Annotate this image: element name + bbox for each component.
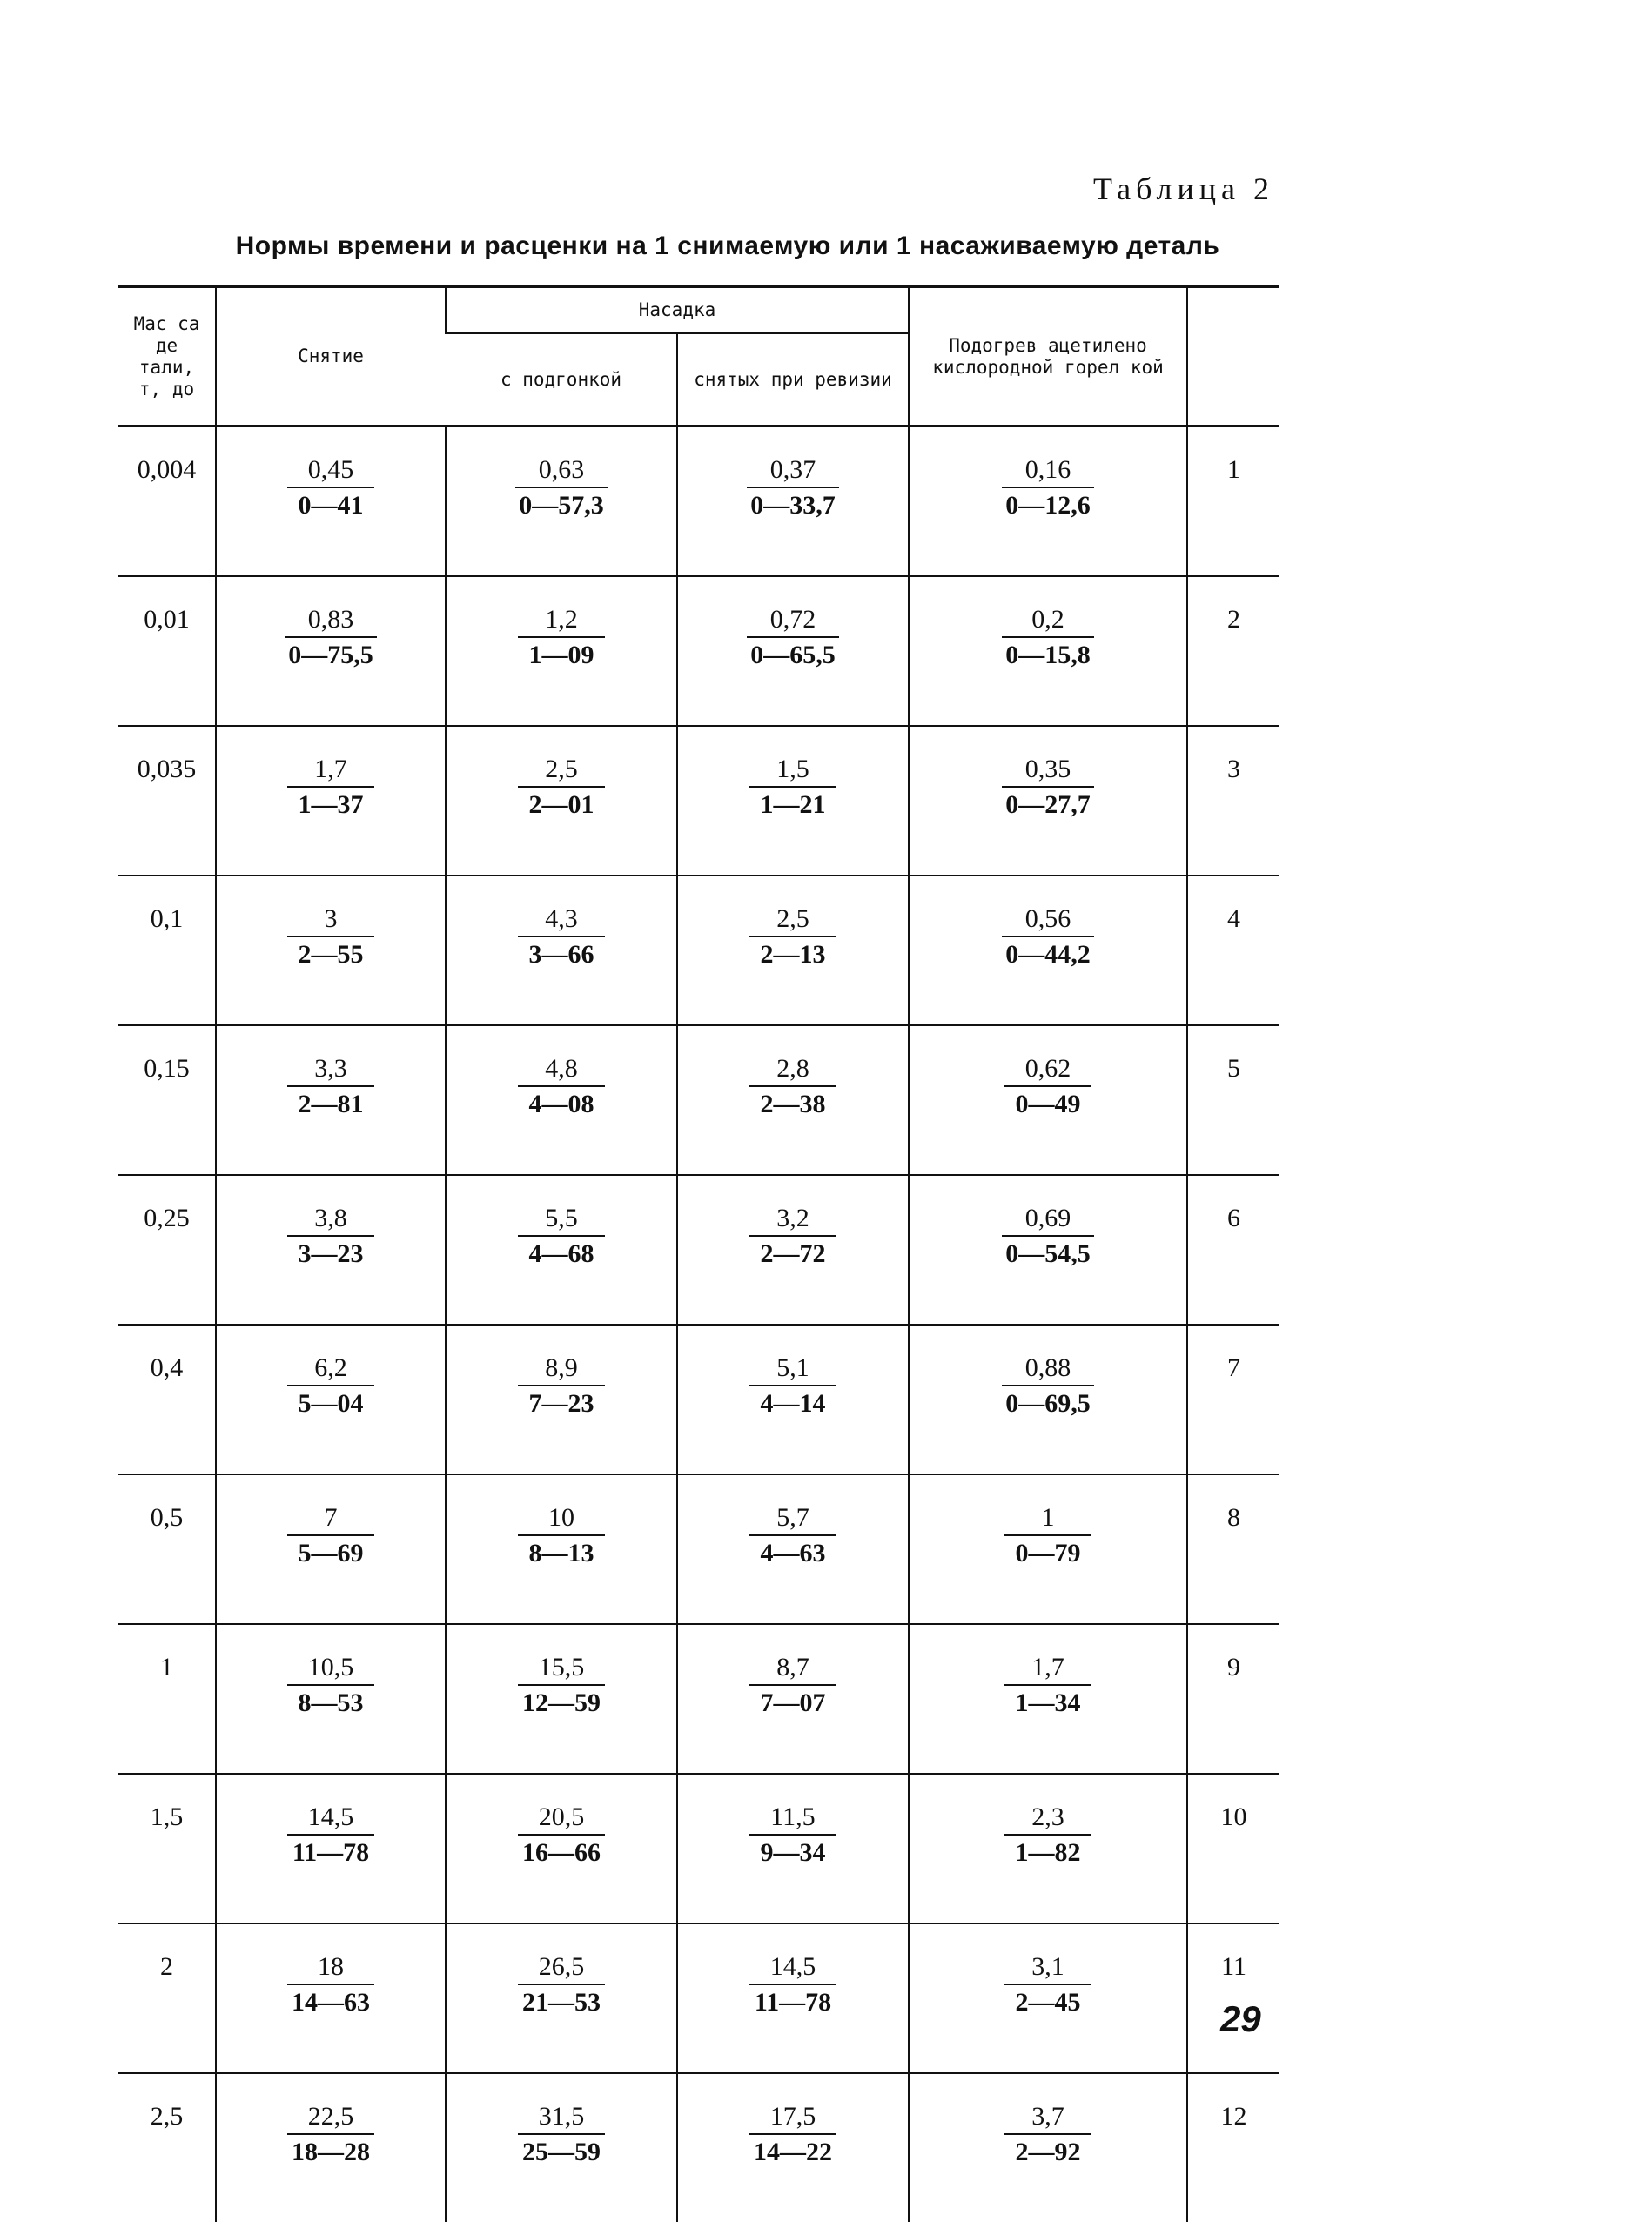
rate-value: 14—63 <box>287 1985 374 2020</box>
fraction <box>749 753 836 822</box>
rate-value: 0—65,5 <box>747 638 839 673</box>
fraction <box>287 1651 374 1721</box>
heating-cell <box>909 1325 1187 1474</box>
rate-value: 1—21 <box>749 788 836 822</box>
rate-value: 0—15,8 <box>1002 638 1094 673</box>
rate-value: 0—44,2 <box>1002 937 1094 972</box>
fitting-revision-cell <box>677 1175 909 1325</box>
mass-cell: 1,5 <box>118 1774 216 1923</box>
fraction <box>518 753 605 822</box>
removal-cell <box>216 726 446 876</box>
fraction <box>749 1352 836 1421</box>
rate-value: 4—63 <box>749 1536 836 1571</box>
fraction <box>285 603 377 673</box>
time-norm: 0,83 <box>285 603 377 638</box>
time-norm: 0,45 <box>287 453 374 488</box>
fraction <box>287 753 374 822</box>
fraction <box>287 1052 374 1122</box>
time-norm: 1,7 <box>287 753 374 788</box>
rate-value: 16—66 <box>518 1836 605 1870</box>
mass-cell: 2,5 <box>118 2073 216 2222</box>
fraction <box>1002 1202 1094 1272</box>
time-norm: 0,88 <box>1002 1352 1094 1386</box>
mass-cell: 0,004 <box>118 426 216 577</box>
time-norm: 8,7 <box>749 1651 836 1686</box>
time-norm: 0,2 <box>1002 603 1094 638</box>
fitting-revision-cell <box>677 726 909 876</box>
rate-value: 2—81 <box>287 1087 374 1122</box>
rate-value: 0—54,5 <box>1002 1237 1094 1272</box>
time-norm: 14,5 <box>749 1950 836 1985</box>
heating-cell <box>909 1175 1187 1325</box>
fraction <box>287 903 374 972</box>
table-body <box>118 426 1279 2222</box>
mass-cell: 0,5 <box>118 1474 216 1624</box>
time-norm: 2,5 <box>749 903 836 937</box>
rate-value: 0—69,5 <box>1002 1386 1094 1421</box>
rate-value: 7—07 <box>749 1686 836 1721</box>
heating-cell <box>909 576 1187 726</box>
table-row <box>118 576 1279 726</box>
fraction <box>1002 603 1094 673</box>
rate-value: 0—27,7 <box>1002 788 1094 822</box>
time-norm: 1,7 <box>1004 1651 1091 1686</box>
fraction <box>1002 453 1094 523</box>
removal-cell <box>216 1025 446 1175</box>
fraction <box>1004 1501 1091 1571</box>
rate-value: 0—41 <box>287 488 374 523</box>
row-number: 8 <box>1187 1474 1279 1624</box>
page-number: 29 <box>1220 1998 1261 2040</box>
fitting-adjust-cell <box>446 1624 677 1774</box>
rate-value: 4—68 <box>518 1237 605 1272</box>
time-norm: 5,5 <box>518 1202 605 1237</box>
time-norm: 26,5 <box>518 1950 605 1985</box>
rate-value: 11—78 <box>287 1836 374 1870</box>
time-norm: 3,1 <box>1004 1950 1091 1985</box>
fraction <box>747 453 839 523</box>
fraction <box>287 2100 374 2170</box>
fitting-revision-cell <box>677 1624 909 1774</box>
fraction <box>749 1202 836 1272</box>
fraction <box>1004 2100 1091 2170</box>
fraction <box>1002 753 1094 822</box>
fitting-adjust-cell <box>446 1025 677 1175</box>
removal-cell <box>216 576 446 726</box>
time-norm: 0,62 <box>1004 1052 1091 1087</box>
row-number: 6 <box>1187 1175 1279 1325</box>
removal-cell <box>216 1774 446 1923</box>
row-number: 9 <box>1187 1624 1279 1774</box>
rate-value: 1—09 <box>518 638 605 673</box>
fitting-revision-cell <box>677 2073 909 2222</box>
time-norm: 3,7 <box>1004 2100 1091 2135</box>
rate-value: 0—79 <box>1004 1536 1091 1571</box>
heating-cell <box>909 426 1187 577</box>
fraction <box>287 1202 374 1272</box>
time-norm: 5,1 <box>749 1352 836 1386</box>
rate-value: 21—53 <box>518 1985 605 2020</box>
time-norm: 3,8 <box>287 1202 374 1237</box>
rate-value: 9—34 <box>749 1836 836 1870</box>
rate-value: 14—22 <box>749 2135 836 2170</box>
fraction <box>749 2100 836 2170</box>
fitting-revision-cell <box>677 1774 909 1923</box>
time-norm: 4,8 <box>518 1052 605 1087</box>
header-fitting-revision: снятых при ревизии <box>677 333 909 426</box>
header-mass: Мас са де тали, т, до <box>118 287 216 426</box>
fraction <box>518 903 605 972</box>
row-number: 1 <box>1187 426 1279 577</box>
time-norm: 7 <box>287 1501 374 1536</box>
fraction <box>747 603 839 673</box>
fraction <box>1004 1950 1091 2020</box>
fitting-revision-cell <box>677 576 909 726</box>
heating-cell <box>909 876 1187 1025</box>
table-row <box>118 426 1279 577</box>
header-fitting-adjust: с подгонкой <box>446 333 677 426</box>
time-norm: 4,3 <box>518 903 605 937</box>
time-norm: 0,37 <box>747 453 839 488</box>
table-caption: Таблица 2 <box>1093 171 1274 207</box>
row-number: 10 <box>1187 1774 1279 1923</box>
mass-cell: 0,1 <box>118 876 216 1025</box>
rate-value: 5—04 <box>287 1386 374 1421</box>
removal-cell <box>216 1474 446 1624</box>
fraction <box>518 1801 605 1870</box>
time-norm: 1 <box>1004 1501 1091 1536</box>
row-number: 12 <box>1187 2073 1279 2222</box>
rate-value: 2—01 <box>518 788 605 822</box>
heating-cell <box>909 1474 1187 1624</box>
fraction <box>287 1352 374 1421</box>
fraction <box>518 1651 605 1721</box>
time-norm: 5,7 <box>749 1501 836 1536</box>
heating-cell <box>909 2073 1187 2222</box>
fitting-adjust-cell <box>446 1923 677 2073</box>
table-row <box>118 2073 1279 2222</box>
table-row <box>118 1774 1279 1923</box>
table-row <box>118 1025 1279 1175</box>
table-row <box>118 1175 1279 1325</box>
time-norm: 3 <box>287 903 374 937</box>
time-norm: 1,5 <box>749 753 836 788</box>
header-fitting-group: Насадка <box>446 287 909 333</box>
rate-value: 1—82 <box>1004 1836 1091 1870</box>
fitting-adjust-cell <box>446 1175 677 1325</box>
time-norm: 10,5 <box>287 1651 374 1686</box>
rate-value: 2—38 <box>749 1087 836 1122</box>
removal-cell <box>216 1175 446 1325</box>
time-norm: 0,72 <box>747 603 839 638</box>
fitting-adjust-cell <box>446 426 677 577</box>
table-row <box>118 1325 1279 1474</box>
time-norm: 8,9 <box>518 1352 605 1386</box>
fraction <box>518 2100 605 2170</box>
row-number: 2 <box>1187 576 1279 726</box>
row-number: 3 <box>1187 726 1279 876</box>
time-norm: 0,16 <box>1002 453 1094 488</box>
rate-value: 1—37 <box>287 788 374 822</box>
fraction <box>518 1950 605 2020</box>
table-row <box>118 1624 1279 1774</box>
mass-cell: 0,25 <box>118 1175 216 1325</box>
rate-value: 3—66 <box>518 937 605 972</box>
time-norm: 2,8 <box>749 1052 836 1087</box>
removal-cell <box>216 2073 446 2222</box>
time-norm: 3,3 <box>287 1052 374 1087</box>
rate-value: 0—49 <box>1004 1087 1091 1122</box>
time-norm: 22,5 <box>287 2100 374 2135</box>
time-norm: 17,5 <box>749 2100 836 2135</box>
fraction <box>515 453 608 523</box>
fraction <box>749 1950 836 2020</box>
time-norm: 10 <box>518 1501 605 1536</box>
removal-cell <box>216 426 446 577</box>
rate-value: 0—33,7 <box>747 488 839 523</box>
time-norm: 1,2 <box>518 603 605 638</box>
rate-value: 2—13 <box>749 937 836 972</box>
fitting-adjust-cell <box>446 726 677 876</box>
fraction <box>518 1501 605 1571</box>
removal-cell <box>216 1624 446 1774</box>
fraction <box>287 1501 374 1571</box>
row-number: 5 <box>1187 1025 1279 1175</box>
fraction <box>287 1950 374 2020</box>
heating-cell <box>909 1774 1187 1923</box>
removal-cell <box>216 1923 446 2073</box>
time-norm: 31,5 <box>518 2100 605 2135</box>
time-norm: 0,56 <box>1002 903 1094 937</box>
rate-value: 8—13 <box>518 1536 605 1571</box>
rate-value: 12—59 <box>518 1686 605 1721</box>
norms-table <box>118 285 1279 2222</box>
heating-cell <box>909 1025 1187 1175</box>
table-row <box>118 876 1279 1025</box>
heating-cell <box>909 726 1187 876</box>
header-heating: Подогрев ацетилено кислородной горел кой <box>909 287 1187 426</box>
row-number: 11 <box>1187 1923 1279 2073</box>
fitting-adjust-cell <box>446 1774 677 1923</box>
rate-value: 1—34 <box>1004 1686 1091 1721</box>
fraction <box>749 1501 836 1571</box>
fraction <box>749 1052 836 1122</box>
fraction <box>1002 903 1094 972</box>
rate-value: 7—23 <box>518 1386 605 1421</box>
table-row <box>118 726 1279 876</box>
row-number: 4 <box>1187 876 1279 1025</box>
removal-cell <box>216 876 446 1025</box>
time-norm: 0,69 <box>1002 1202 1094 1237</box>
fitting-revision-cell <box>677 876 909 1025</box>
fraction <box>287 1801 374 1870</box>
rate-value: 8—53 <box>287 1686 374 1721</box>
fraction <box>518 603 605 673</box>
table-header <box>118 287 1279 426</box>
fraction <box>749 1651 836 1721</box>
heating-cell <box>909 1624 1187 1774</box>
fitting-revision-cell <box>677 1325 909 1474</box>
fitting-adjust-cell <box>446 1325 677 1474</box>
time-norm: 11,5 <box>749 1801 836 1836</box>
heating-cell <box>909 1923 1187 2073</box>
fitting-adjust-cell <box>446 1474 677 1624</box>
rate-value: 11—78 <box>749 1985 836 2020</box>
time-norm: 2,3 <box>1004 1801 1091 1836</box>
mass-cell: 0,01 <box>118 576 216 726</box>
table-title: Нормы времени и расценки на 1 снимаемую или 1 насаживаемую деталь <box>179 232 1276 261</box>
rate-value: 3—23 <box>287 1237 374 1272</box>
time-norm: 0,35 <box>1002 753 1094 788</box>
time-norm: 20,5 <box>518 1801 605 1836</box>
fraction <box>1004 1801 1091 1870</box>
fraction <box>1002 1352 1094 1421</box>
fitting-revision-cell <box>677 1025 909 1175</box>
rate-value: 4—08 <box>518 1087 605 1122</box>
fraction <box>749 1801 836 1870</box>
fitting-revision-cell <box>677 1474 909 1624</box>
fraction <box>518 1352 605 1421</box>
header-removal: Снятие <box>216 287 446 426</box>
fitting-adjust-cell <box>446 576 677 726</box>
rate-value: 0—12,6 <box>1002 488 1094 523</box>
time-norm: 0,63 <box>515 453 608 488</box>
fitting-adjust-cell <box>446 2073 677 2222</box>
mass-cell: 2 <box>118 1923 216 2073</box>
time-norm: 18 <box>287 1950 374 1985</box>
time-norm: 3,2 <box>749 1202 836 1237</box>
rate-value: 4—14 <box>749 1386 836 1421</box>
rate-value: 0—57,3 <box>515 488 608 523</box>
mass-cell: 1 <box>118 1624 216 1774</box>
rate-value: 5—69 <box>287 1536 374 1571</box>
time-norm: 15,5 <box>518 1651 605 1686</box>
rate-value: 2—72 <box>749 1237 836 1272</box>
fraction <box>518 1052 605 1122</box>
fraction <box>518 1202 605 1272</box>
rate-value: 25—59 <box>518 2135 605 2170</box>
row-number: 7 <box>1187 1325 1279 1474</box>
fraction <box>1004 1651 1091 1721</box>
fitting-adjust-cell <box>446 876 677 1025</box>
mass-cell: 0,4 <box>118 1325 216 1474</box>
fitting-revision-cell <box>677 1923 909 2073</box>
removal-cell <box>216 1325 446 1474</box>
fraction <box>749 903 836 972</box>
mass-cell: 0,035 <box>118 726 216 876</box>
rate-value: 18—28 <box>287 2135 374 2170</box>
time-norm: 2,5 <box>518 753 605 788</box>
time-norm: 6,2 <box>287 1352 374 1386</box>
time-norm: 14,5 <box>287 1801 374 1836</box>
fitting-revision-cell <box>677 426 909 577</box>
fraction <box>287 453 374 523</box>
fraction <box>1004 1052 1091 1122</box>
rate-value: 2—55 <box>287 937 374 972</box>
rate-value: 2—92 <box>1004 2135 1091 2170</box>
table-row <box>118 1474 1279 1624</box>
rate-value: 0—75,5 <box>285 638 377 673</box>
header-row-number <box>1187 287 1279 426</box>
mass-cell: 0,15 <box>118 1025 216 1175</box>
table-row <box>118 1923 1279 2073</box>
rate-value: 2—45 <box>1004 1985 1091 2020</box>
